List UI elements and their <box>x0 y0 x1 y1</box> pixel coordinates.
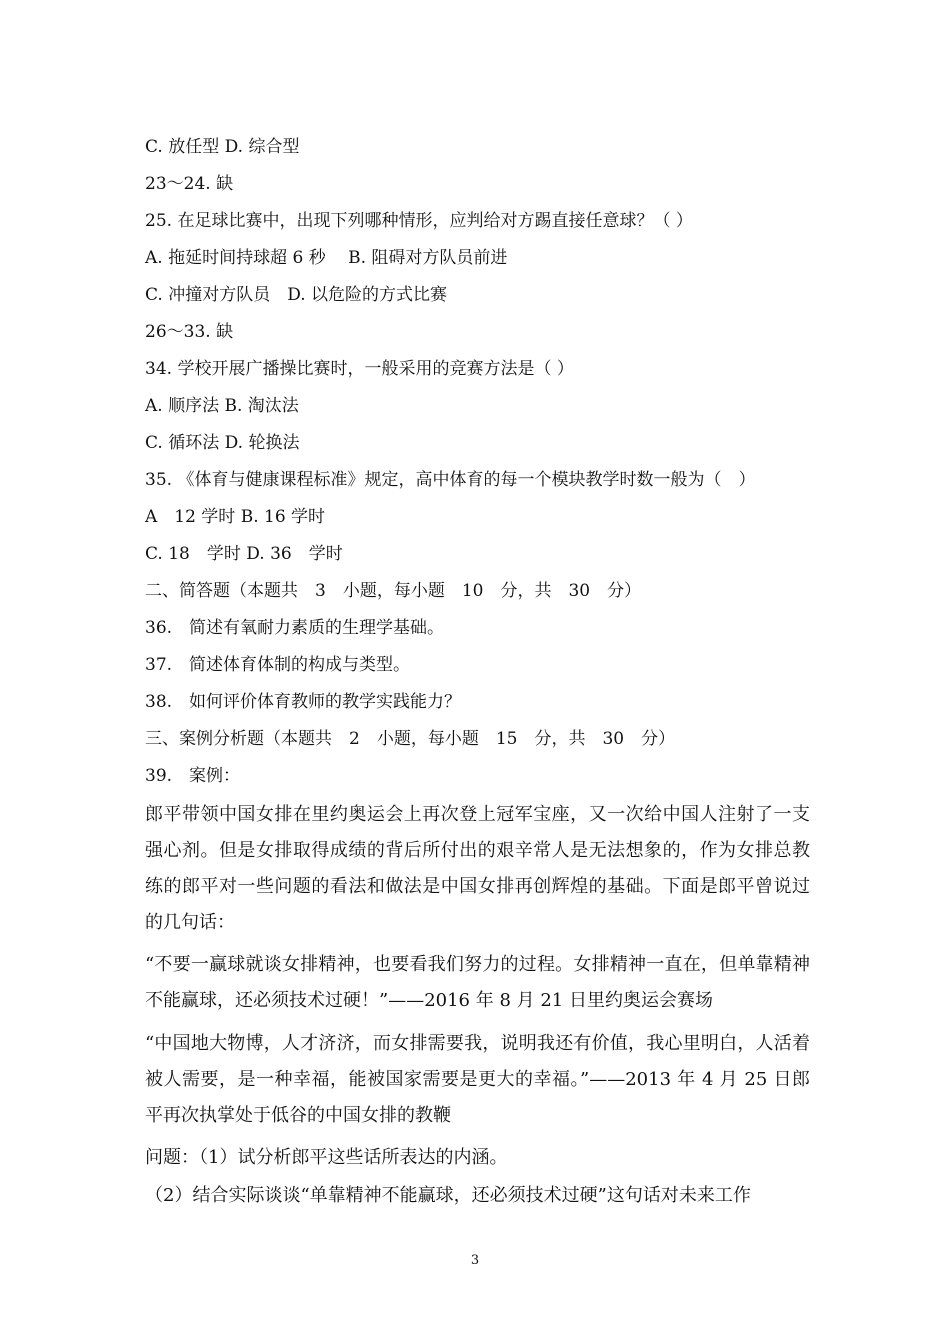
section-heading-short-answer: 二、简答题（本题共 3 小题，每小题 10 分，共 30 分） <box>145 581 642 601</box>
option-line-cd-q22: C. 放任型 D. 综合型 <box>145 137 300 157</box>
question-39-label: 39. 案例： <box>145 766 241 786</box>
page-number: 3 <box>470 1253 480 1268</box>
section-heading-case-analysis: 三、案例分析题（本题共 2 小题，每小题 15 分，共 30 分） <box>145 729 676 749</box>
question-36: 36. 简述有氧耐力素质的生理学基础。 <box>145 618 445 638</box>
question-35: 35. 《体育与健康课程标准》规定，高中体育的每一个模块教学时数一般为（ ） <box>145 470 756 490</box>
option-line-cd-q34: C. 循环法 D. 轮换法 <box>145 433 300 453</box>
quote-2016-paragraph: “不要一赢球就谈女排精神，也要看我们努力的过程。女排精神一直在，但单靠精神不能赢球，还必须技术过硬！”——2016 年 8 月 21 日里约奥运会赛场 <box>145 954 810 1011</box>
option-line-cd-q35: C. 18 学时 D. 36 学时 <box>145 544 343 564</box>
question-38: 38. 如何评价体育教师的教学实践能力？ <box>145 692 462 712</box>
option-line-ab-q34: A. 顺序法 B. 淘汰法 <box>145 396 299 416</box>
option-line-cd-q25: C. 冲撞对方队员 D. 以危险的方式比赛 <box>145 285 448 305</box>
quote-2013-paragraph: “中国地大物博，人才济济，而女排需要我，说明我还有价值，我心里明白，人活着被人需要，是一种幸福，能被国家需要是更大的幸福。”——2013 年 4 月 25 日郎平再次执掌处于低谷的中国女排的教鞭 <box>145 1033 810 1126</box>
question-37: 37. 简述体育体制的构成与类型。 <box>145 655 411 675</box>
question-39-part-2: （2）结合实际谈谈“单靠精神不能赢球，还必须技术过硬”这句话对未来工作 <box>145 1185 751 1206</box>
question-39-part-1: 问题：（1）试分析郎平这些话所表达的内涵。 <box>145 1147 508 1168</box>
missing-questions-23-24: 23～24. 缺 <box>145 174 234 194</box>
missing-questions-26-33: 26～33. 缺 <box>145 322 234 342</box>
option-line-ab-q35: A 12 学时 B. 16 学时 <box>145 507 326 527</box>
question-34: 34. 学校开展广播操比赛时，一般采用的竞赛方法是（ ） <box>145 359 574 379</box>
case-intro-paragraph: 郎平带领中国女排在里约奥运会上再次登上冠军宝座，又一次给中国人注射了一支强心剂。但是女排取得成绩的背后所付出的艰辛常人是无法想象的，作为女排总教练的郎平对一些问题的看法和做法是中国女排再创辉煌的基础。下面是郎平曾说过的几句话： <box>145 804 810 933</box>
option-line-ab-q25: A. 拖延时间持球超 6 秒 B. 阻碍对方队员前进 <box>145 248 508 268</box>
question-25: 25. 在足球比赛中，出现下列哪种情形，应判给对方踢直接任意球？（ ） <box>145 211 693 231</box>
